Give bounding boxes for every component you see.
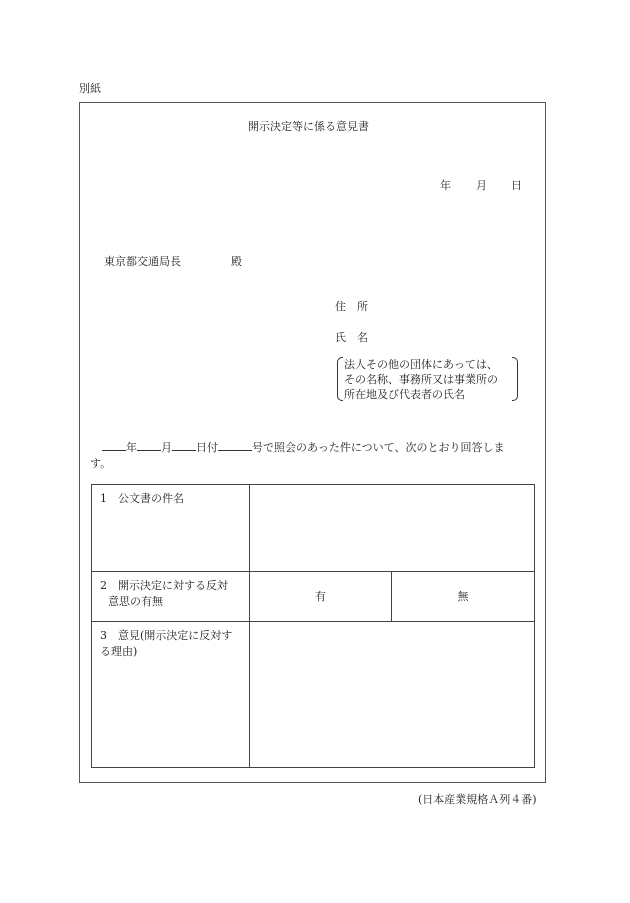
corporate-note-line-2: その名称、事務所又は事業所の [344,373,498,386]
addressee-honorific: 殿 [231,255,242,268]
row3-label-line2: る理由) [100,645,138,658]
attachment-label: 別紙 [79,82,101,95]
opinion-table [91,484,535,768]
corporate-note-line-1: 法人その他の団体にあっては、 [344,358,498,371]
row3-label-line1: 3 意見(開示決定に反対す [100,629,233,642]
footer-note: (日本産業規格Ａ列４番) [418,793,537,806]
reference-continuation: す。 [90,457,112,470]
table-row [92,572,535,622]
date-year: 年 [440,179,451,192]
objection-yes-cell[interactable] [250,572,392,622]
reference-day-blank[interactable] [172,439,196,451]
corporate-note-close-bracket [512,357,518,401]
objection-no-cell[interactable] [392,572,535,622]
date-day: 日 [511,179,522,192]
opinion-reason-input-cell[interactable] [250,622,535,768]
table-row [92,622,535,768]
addressee-name: 東京都交通局長 [104,255,181,268]
corporate-note-open-bracket [337,357,343,401]
reference-month-blank[interactable] [137,439,161,451]
form-title: 開示決定等に係る意見書 [248,120,369,133]
reference-year-blank[interactable] [102,439,126,451]
objection-yes-label: 有 [315,589,326,603]
date-month: 月 [476,179,487,192]
row2-label-line2: 意思の有無 [108,595,163,608]
sender-address-label: 住 所 [335,300,368,313]
row1-label-cell [92,485,250,572]
row3-label-cell [92,622,250,768]
row2-label-cell [92,572,250,622]
row1-label: 1 公文書の件名 [100,492,184,505]
sender-name-label: 氏 名 [335,331,368,344]
corporate-note-line-3: 所在地及び代表者の氏名 [344,388,465,401]
table-row [92,485,535,572]
reference-number-blank[interactable] [218,439,252,451]
row2-label-line1: 2 開示決定に対する反対 [100,579,228,592]
objection-no-label: 無 [457,589,469,603]
reference-sentence: 年 月 日付 号で照会のあった件について、次のとおり回答しま [102,439,504,455]
document-subject-input-cell[interactable] [250,485,535,572]
